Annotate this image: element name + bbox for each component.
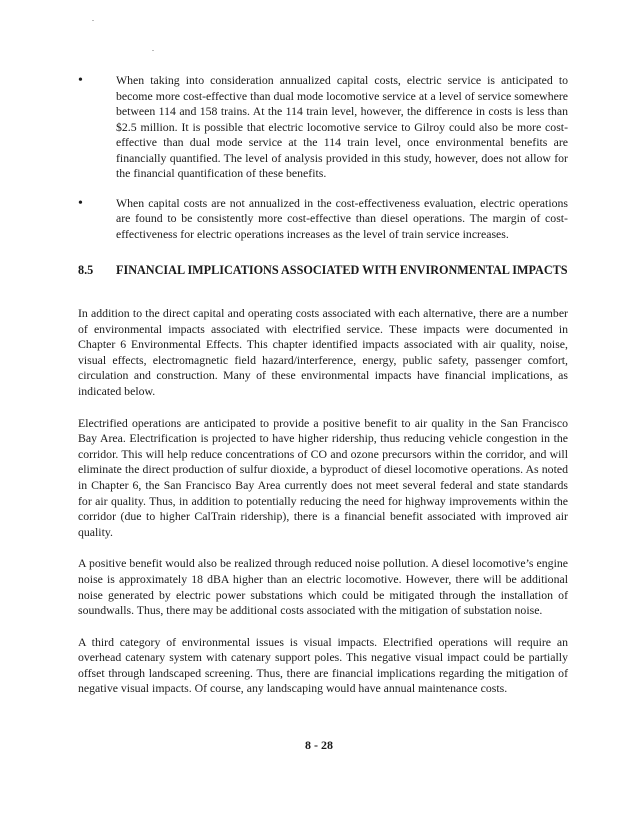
- page-number: 8 - 28: [305, 738, 333, 752]
- body-text: [78, 306, 568, 713]
- section-heading: [78, 262, 568, 278]
- scan-speck: [92, 20, 94, 21]
- paragraph: In addition to the direct capital and operating costs associated with each alternative, there are a number of environmental impacts associated with electrified service. These impacts were documented in Chapter 6 Environmental Effects. This chapter identified impacts associated with air quality, noise, visual effects, electromagnetic field hazard/interference, energy, public safety, passenger comfort, circulation and construction. Many of these environmental impacts have financial implications, as indicated below.: [78, 306, 568, 398]
- paragraph: A third category of environmental issues is visual impacts. Electrified operations will require an overhead catenary system with catenary support poles. This negative visual impact could be partially offset through landscaped screening. Thus, there are financial implications regarding the mitigation of negative visual impacts. Of course, any landscaping would have annual maintenance costs.: [78, 634, 568, 696]
- bullet-text: When capital costs are not annualized in the cost-effectiveness evaluation, electric operations are found to be consistently more cost-effective than diesel operations. The margin of cost-effectiveness for electric operations increases as the level of train service increases.: [116, 195, 568, 241]
- bullet-mark: •: [78, 195, 83, 211]
- bullet-item: [78, 73, 568, 182]
- bullet-mark: •: [78, 73, 83, 88]
- bullet-list: [78, 73, 568, 256]
- bullet-text: When taking into consideration annualized capital costs, electric service is anticipated to become more cost-effective than dual mode locomotive service at a level of service somewhere between 114 and 158 trains. At the 114 train level, however, the difference in costs is less than $2.5 million. It is possible that electric locomotive service to Gilroy could also be more cost-effective than dual mode service at the 114 train level, once environmental benefits are financially quantified. The level of analysis provided in this study, however, does not allow for the financial quantification of these benefits.: [116, 73, 568, 180]
- section-number: 8.5: [78, 263, 94, 277]
- section-title: FINANCIAL IMPLICATIONS ASSOCIATED WITH ENVIRONMENTAL IMPACTS: [116, 263, 568, 277]
- scan-speck: [152, 50, 154, 51]
- paragraph: Electrified operations are anticipated to provide a positive benefit to air quality in the San Francisco Bay Area. Electrification is projected to have higher ridership, thus reducing vehicle congestion in the corridor. This will help reduce concentrations of CO and ozone precursors within the corridor, and will eliminate the direct production of sulfur dioxide, a byproduct of diesel locomotive operations. As noted in Chapter 6, the San Francisco Bay Area currently does not meet several federal and state standards for air quality. Thus, in addition to potentially reducing the need for highway improvements within the corridor (due to higher CalTrain ridership), there is a financial benefit associated with improved air quality.: [78, 415, 568, 539]
- paragraph: A positive benefit would also be realized through reduced noise pollution. A diesel locomotive’s engine noise is approximately 18 dBA higher than an electric locomotive. However, there will be additional noise generated by electric power substations which could be mitigated through the installation of soundwalls. Thus, there may be additional costs associated with the mitigation of substation noise.: [78, 556, 568, 618]
- bullet-item: [78, 196, 568, 243]
